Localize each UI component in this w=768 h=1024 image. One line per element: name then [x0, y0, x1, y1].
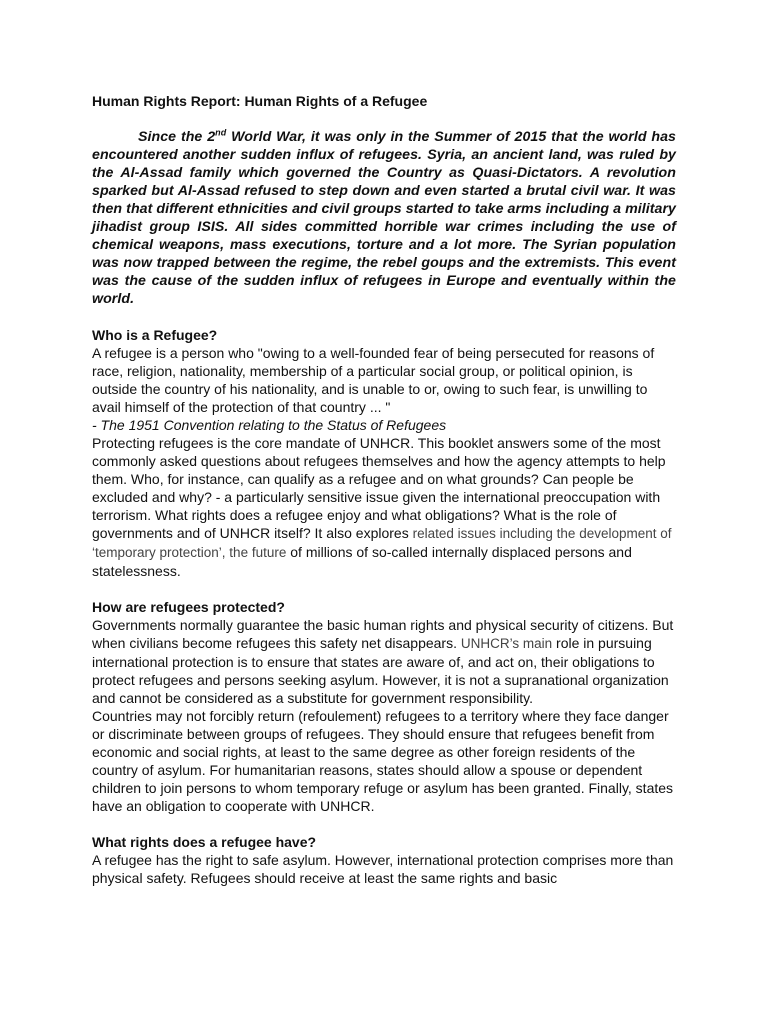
intro-after-ordinal: World War, it was only in the Summer of 2015 that the world has encountered another sudden influx of refugees. Syria, an ancient land, was ruled by the Al-Assad family which governed the Country as Quasi-Dictators. A revolution sparked but Al-Assad refused to step down and even started a brutal civil war. It was then that different ethnicities and civil groups started to take arms including a military jihadist group ISIS. All sides committed horrible war crimes including the use of chemical weapons, mass executions, torture and a lot more. The Syrian population was now trapped between the regime, the rebel goups and the extremists. This event was the cause of the sudden influx of refugees in Europe and eventually within the world.	[92, 129, 676, 307]
unhcr-mandate-end: of millions of so-called internally displaced persons and statelessness.	[92, 544, 632, 579]
heading-what-rights: What rights does a refugee have?	[92, 834, 317, 850]
protection-p1-light: UNHCR’s main	[460, 636, 553, 651]
rights-paragraph: A refugee has the right to safe asylum. However, international protection comprises more than physical safety. Refugees should receive at least the same rights and basic	[92, 852, 674, 886]
intro-paragraph	[92, 128, 676, 308]
convention-citation: - The 1951 Convention relating to the Status of Refugees	[92, 417, 447, 433]
document-title: Human Rights Report: Human Rights of a Refugee	[92, 93, 428, 109]
intro-before-ordinal: Since the 2	[138, 129, 216, 145]
section-spacer	[92, 580, 676, 598]
heading-who-is-a-refugee: Who is a Refugee?	[92, 327, 218, 343]
heading-how-protected: How are refugees protected?	[92, 599, 285, 615]
protection-p1-main: Governments normally guarantee the basic human rights and physical security of citizens. But when civilians become refugees this safety net disappears.	[92, 617, 674, 651]
document-page	[92, 92, 676, 887]
intro-ordinal-suffix: nd	[215, 127, 227, 138]
protection-paragraph-2: Countries may not forcibly return (refoulement) refugees to a territory where they face danger or discriminate between groups of refugees. They should ensure that refugees benefit from economic and social rights, at least to the same degree as other foreign residents of the country of asylum. For humanitarian reasons, states should allow a spouse or dependent children to join persons to whom temporary refuge or asylum has been granted. Finally, states have an obligation to cooperate with UNHCR.	[92, 708, 674, 814]
protection-paragraph-1	[92, 616, 676, 707]
unhcr-mandate-light: related issues including the development of ‘temporary protection’, the future	[92, 526, 672, 560]
unhcr-mandate-paragraph	[92, 434, 676, 580]
section-spacer	[92, 815, 676, 833]
unhcr-mandate-main: Protecting refugees is the core mandate of UNHCR. This booklet answers some of the most commonly asked questions about refugees themselves and how the agency attempts to help them. Who, for instance, can qualify as a refugee and on what grounds? Can people be excluded and why? - a particularly sensitive issue given the international preoccupation with terrorism. What rights does a refugee enjoy and what obligations? What is the role of governments and of UNHCR itself? It also explores	[92, 435, 666, 541]
protection-p1-end: role in pursuing international protection is to ensure that states are aware of, and act on, their obligations to protect refugees and persons seeking asylum. However, it is not a supranational organization and cannot be considered as a substitute for government responsibility.	[92, 635, 669, 706]
refugee-definition-quote: A refugee is a person who "owing to a well-founded fear of being persecuted for reasons of race, religion, nationality, membership of a particular social group, or political opinion, is outside the country of his nationality, and is unable to or, owing to such fear, is unwilling to avail himself of the protection of that country ... "	[92, 345, 655, 415]
